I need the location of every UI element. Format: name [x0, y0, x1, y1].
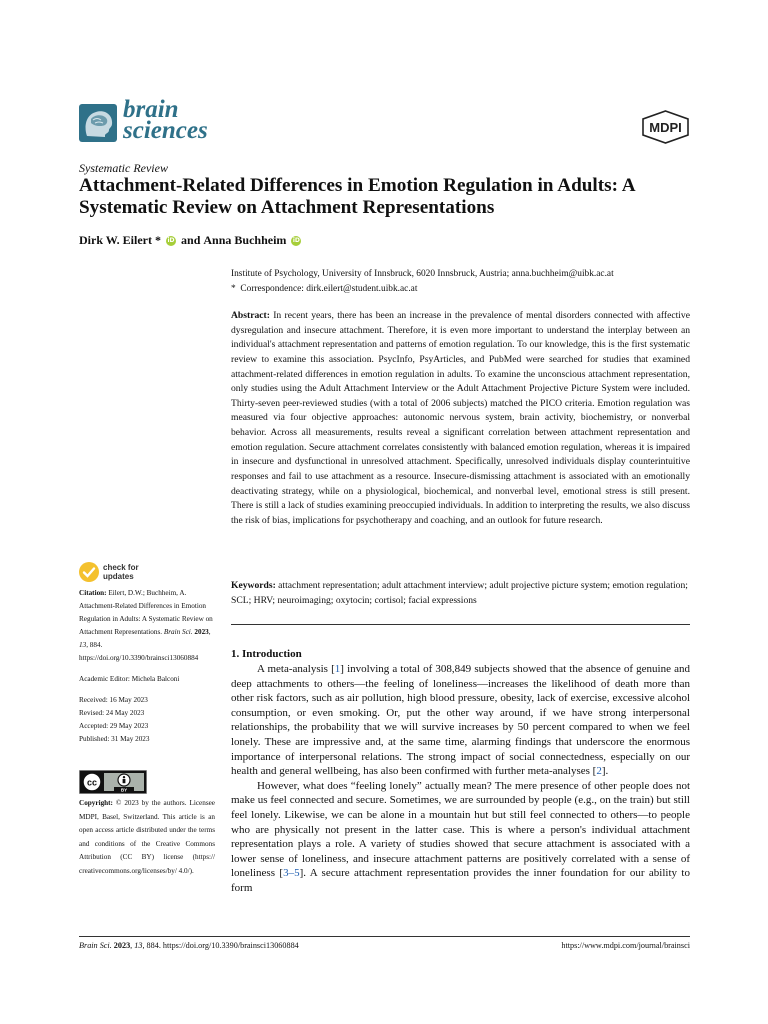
copyright-notice	[79, 797, 215, 878]
footer-doi[interactable]: , 884. https://doi.org/10.3390/brainsci13060884	[142, 941, 299, 950]
keywords-text: attachment representation; adult attachment interview; adult projective picture system; emotion regulation; SCL; HRV; neuroimaging; oxytocin; cortisol; facial expressions	[231, 580, 688, 606]
footer-divider	[79, 936, 690, 937]
academic-editor: Academic Editor: Michela Balconi	[79, 675, 180, 683]
footer-journal: Brain Sci.	[79, 941, 112, 950]
correspondence-mark: *	[231, 284, 236, 294]
mdpi-logo	[641, 110, 690, 144]
abstract-label: Abstract:	[231, 310, 270, 321]
journal-name	[123, 96, 208, 144]
affiliation-block	[231, 267, 691, 297]
abstract	[231, 309, 690, 528]
author-name[interactable]: Dirk W. Eilert	[79, 233, 153, 247]
author-conjunction: and	[181, 233, 201, 247]
citation-label: Citation:	[79, 589, 107, 597]
author-list	[79, 233, 303, 248]
paragraph-text: ] involving a total of 308,849 subjects showed that the absence of genuine and deep attachments to others—the feeling of loneliness—increases the likelihood of death more than other risk factors, such as air pollution, high blood pressure, obesity, lack of exercise, excessive alcohol consumption, or even smoking. Or, put the other way around, if we have strong interpersonal relationships, the probability that we will survive increases by 50 percent compared to when we feel lonely. These are impressive and, at the same time, alarming findings that underscore the enormous importance of interpersonal relations. The strong impact of social connectedness, especially on our health and general wellbeing, has also been confirmed with further meta-analyses [	[231, 663, 690, 778]
paragraph-text: ].	[601, 765, 609, 778]
article-type: Systematic Review	[79, 161, 168, 175]
affiliation: Institute of Psychology, University of Innsbruck, 6020 Innsbruck, Austria; anna.buchheim@uibk.ac.at	[231, 269, 614, 279]
footer-year: 2023	[113, 941, 131, 950]
citation-volume: 13	[79, 641, 87, 649]
copyright-text: © 2023 by the authors. Licensee MDPI, Basel, Switzerland. This article is an open access article distributed under the terms and conditions of the Creative Commons Attribution (CC BY) license (https:// creativecommons.org/licenses/by/ 4.0/).	[79, 799, 215, 875]
revised-date: Revised: 24 May 2023	[79, 709, 145, 717]
reference-link[interactable]: 3–5	[283, 867, 300, 880]
cc-by-license-badge[interactable]	[79, 770, 147, 794]
check-updates-line: check for	[103, 563, 139, 572]
section-divider	[231, 624, 690, 625]
article-title: Attachment-Related Differences in Emotion Regulation in Adults: A Systematic Review on Attachment Representations	[79, 175, 635, 218]
paragraph-text: However, what does “feeling lonely” actually mean? The mere presence of other people does not make us feel connected and secure. Sometimes, we are surrounded by people (e.g., on the train) but still feel lonely. Likewise, we can be alone in a mountain hut but still feel connected to others—to people who are physically not present in the latter case. This is where a person's individual attachment representation plays a role. A variety of studies showed that secure attachment is associated with a lower sense of loneliness, and insecure attachment patterns are positively correlated with a sense of loneliness [	[231, 779, 690, 880]
footer-citation: Brain Sci. 2023, 13, 884. https://doi.org/10.3390/brainsci13060884	[79, 941, 299, 950]
journal-logo-icon	[79, 104, 117, 142]
footer-journal-url[interactable]: https://www.mdpi.com/journal/brainsci	[561, 941, 690, 950]
correspondence-text: Correspondence: dirk.eilert@student.uibk.ac.at	[240, 284, 418, 294]
journal-name-line1: brain	[123, 96, 179, 123]
copyright-label: Copyright:	[79, 799, 113, 807]
reference-link[interactable]: 2	[596, 765, 602, 778]
paragraph	[231, 662, 690, 779]
corresponding-mark: *	[155, 233, 162, 247]
journal-name-line2: sciences	[123, 117, 208, 144]
keywords	[231, 579, 692, 608]
citation: Citation: Eilert, D.W.; Buchheim, A. Attachment-Related Differences in Emotion Regulation in Adults: A Systematic Review on Attachment Representations. Brain Sci. 2023, 13, 884. https://doi.org/10.3390/brainsci13060884	[79, 589, 213, 662]
article-info-sidebar	[79, 587, 219, 746]
section-heading: 1. Introduction	[231, 648, 302, 660]
check-updates-line: updates	[103, 572, 134, 581]
check-updates-icon	[79, 562, 99, 582]
accepted-date: Accepted: 29 May 2023	[79, 722, 149, 730]
correspondence	[231, 282, 691, 297]
cc-logo-text: cc	[86, 777, 98, 788]
received-date: Received: 16 May 2023	[79, 696, 148, 704]
cc-by-text: BY	[120, 787, 128, 793]
citation-doi[interactable]: , 884. https://doi.org/10.3390/brainsci13060884	[79, 641, 199, 662]
author-name[interactable]: Anna Buchheim	[203, 233, 287, 247]
abstract-text: In recent years, there has been an increase in the prevalence of mental disorders connected with affective dysregulation and insecure attachment. Therefore, it is even more important to understand the interplay between an individual's attachment representation and patterns of emotion regulation. To our knowledge, this is the first systematic review to examine this association. PsycInfo, PsyArticles, and PubMed were searched for studies that examined attachment-related differences in emotion regulation in adults. To examine the unconscious attachment representation, only studies using the Adult Attachment Interview or the Adult Attachment Projective Picture System were included. Thirty-seven peer-reviewed studies (with a total of 2006 subjects) matched the PICO criteria. Emotion regulation was measured via four objective approaches: autonomic nervous system, brain activity, biochemistry, or nonverbal behavior. Across all measurements, results reveal a significant correlation between attachment representation and emotion regulation. Secure attachment correlates consistently with balanced emotion regulation, whereas it is impaired in insecure and dysfunctional in unresolved attachment. Specifically, unresolved individuals display counterintuitive responses and fail to use attachment as a resource. Insecure-dismissing attachment is associated with an emotionally deactivating strategy, while on a physiological, biochemical, and nonverbal level, emotional stress is still present. There is still a lack of studies examining preoccupied individuals. In addition to interpreting the results, we also discuss the risk of bias, implications for psychotherapy and coaching, and an outlook for future research.	[231, 310, 690, 526]
citation-journal: Brain Sci.	[163, 628, 193, 636]
check-updates-label	[103, 563, 139, 581]
footer-volume: 13	[134, 941, 143, 950]
published-date: Published: 31 May 2023	[79, 735, 150, 743]
citation-year: 2023	[194, 628, 209, 636]
paragraph	[231, 779, 690, 896]
citation-text: Eilert, D.W.; Buchheim, A. Attachment-Related Differences in Emotion Regulation in Adults: A Systematic Review on Attachment Representations.	[79, 589, 213, 636]
orcid-icon[interactable]: iD	[167, 236, 175, 244]
check-for-updates-button[interactable]	[79, 562, 139, 582]
keywords-label: Keywords:	[231, 580, 276, 591]
orcid-icon[interactable]: iD	[292, 236, 300, 244]
paragraph-text: A meta-analysis [	[257, 663, 335, 675]
mdpi-logo-text: MDPI	[649, 120, 682, 135]
reference-link[interactable]: 1	[334, 663, 341, 675]
paragraph-text: ]. A secure attachment representation provides the inner foundation for our ability to form	[231, 867, 690, 894]
introduction-body	[231, 662, 690, 896]
